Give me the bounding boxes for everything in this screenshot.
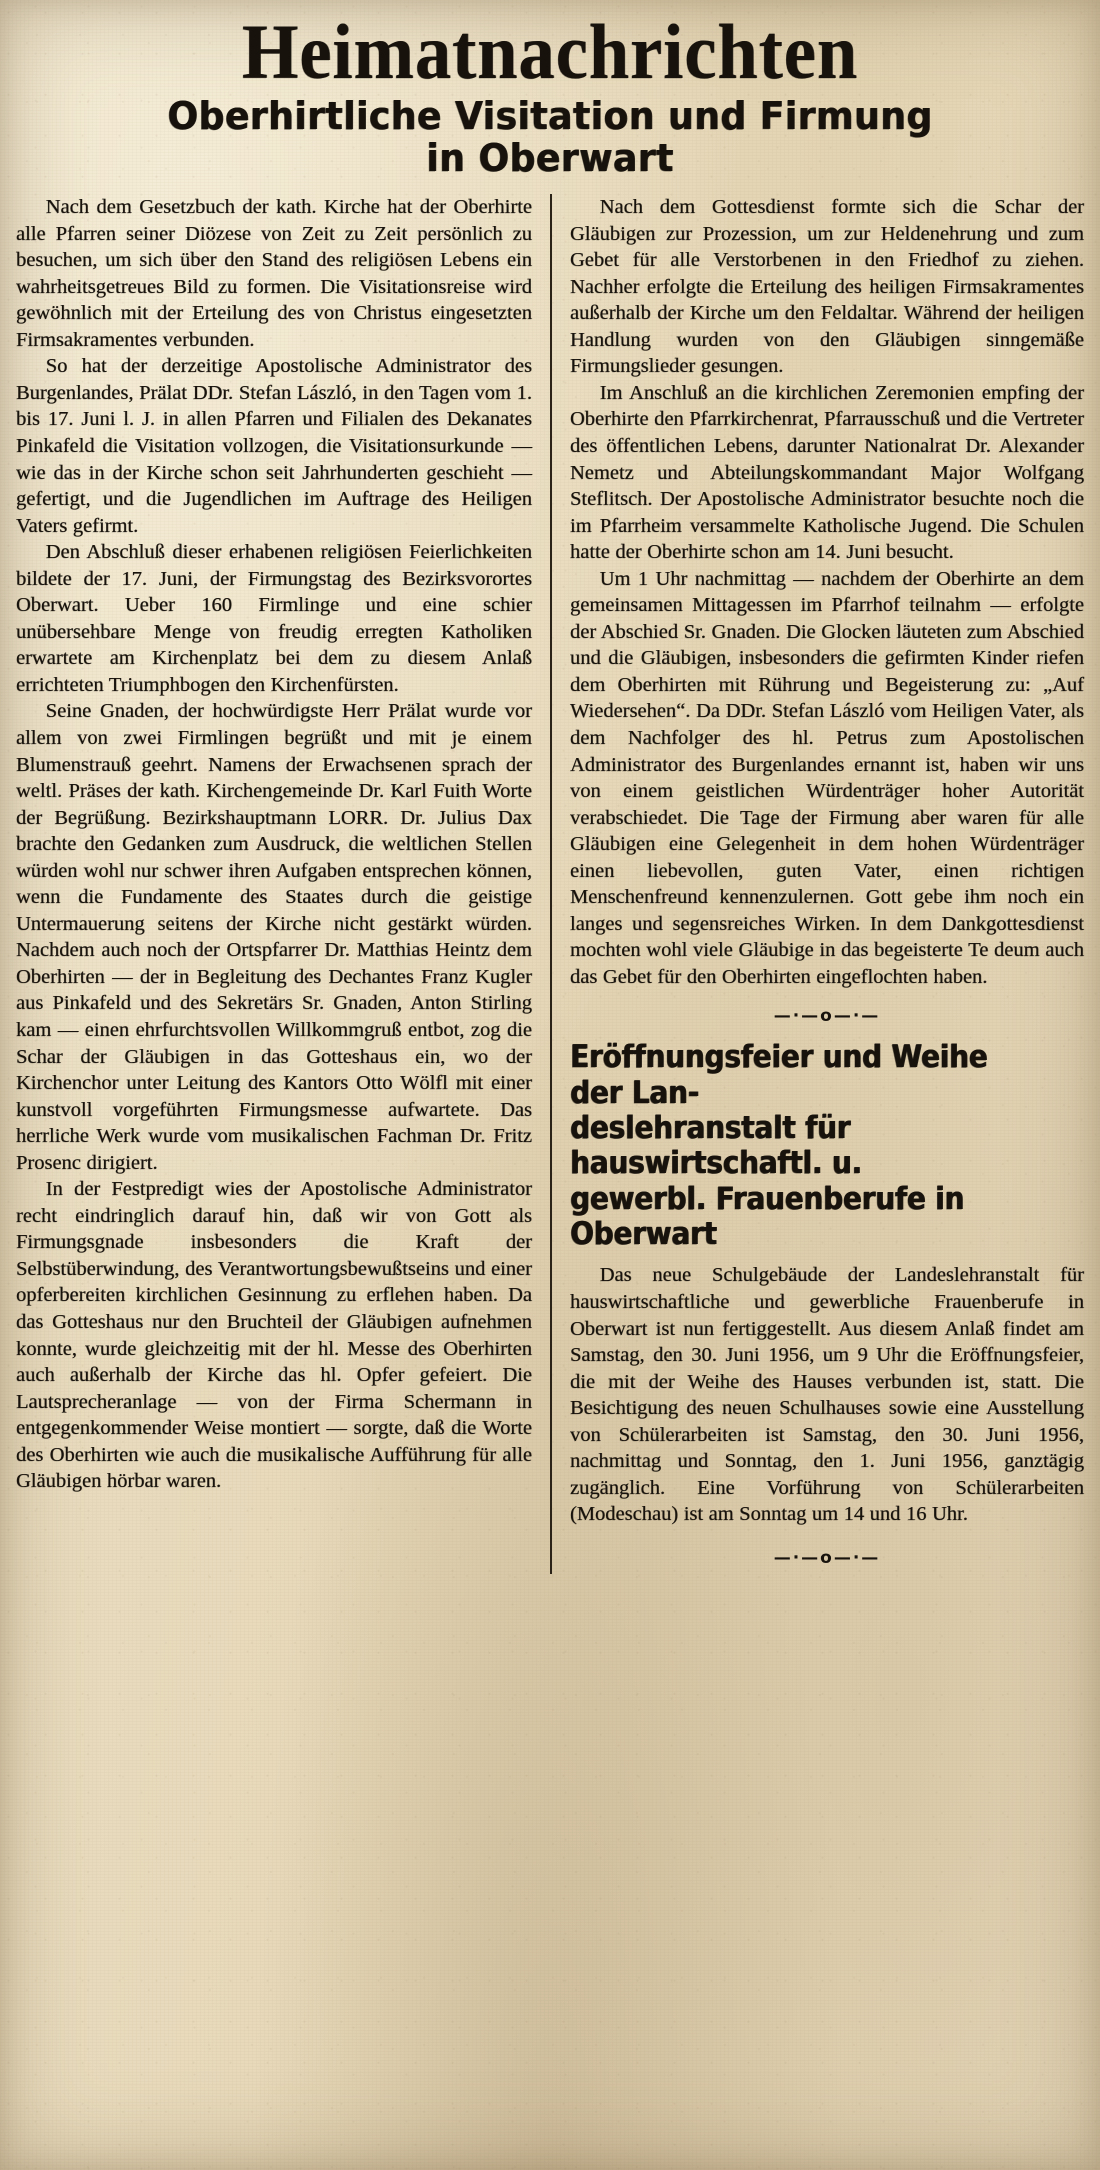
article-columns	[16, 194, 1084, 1574]
page-content	[0, 8, 1100, 1574]
masthead-title: Heimatnachrichten	[241, 8, 859, 95]
right-column	[550, 194, 1084, 1574]
bottom-separator-ornament: —·—o—·—	[773, 1547, 881, 1568]
paragraph: Das neue Schulgebäude der Landeslehranstalt für hauswirtschaftliche und gewerbliche Frauenberufe in Oberwart ist nun fertiggestellt. Aus diesem Anlaß findet am Samstag, den 30. Juni 1956, um 9 Uhr die Eröffnungsfeier, die mit der Weihe des Hauses verbunden ist, statt. Die Besichtigung des neuen Schulhauses sowie eine Ausstellung von Schülerarbeiten ist Samstag, den 30. Juni 1956, nachmittag und Sonntag, den 1. Juni 1956, ganztägig zugänglich. Eine Vorführung von Schülerarbeiten (Modeschau) ist am Sonntag um 14 und 16 Uhr.	[570, 1264, 1084, 1526]
paragraph: Nach dem Gottesdienst formte sich die Schar der Gläubigen zur Prozession, um zur Heldenehrung und zum Gebet für alle Verstorbenen in den Friedhof zu ziehen. Nachher erfolgte die Erteilung des heiligen Firmsakramentes außerhalb der Kirche um den Feldaltar. Während der heiligen Handlung wurden von den Gläubigen sinngemäße Firmungslieder gesungen.	[570, 196, 1084, 378]
paragraph: Nach dem Gesetzbuch der kath. Kirche hat der Oberhirte alle Pfarren seiner Diözese von Zeit zu Zeit persönlich zu besuchen, um sich über den Stand des religiösen Lebens ein wahrheitsgetreues Bild zu formen. Die Visitationsreise wird gewöhnlich mit der Erteilung des von Christus eingesetzten Firmsakramentes verbunden.	[16, 196, 532, 351]
article2-headline	[570, 1040, 1033, 1252]
paragraph: In der Festpredigt wies der Apostolische Administrator recht eindringlich darauf hin, daß wir von Gott als Firmungsgnade insbesonders die Kraft der Selbstüberwindung, des Verantwortungsbewußtseins und einer opferbereiten kirchlichen Gesinnung zu erflehen haben. Da das Gotteshaus nur den Bruchteil der Gläubigen aufnehmen konnte, wurde gleichzeitig mit der hl. Messe des Oberhirten auch außerhalb der Kirche das hl. Opfer gefeiert. Die Lautsprecheranlage — von der Firma Schermann in entgegenkommender Weise montiert — sorgte, daß die Worte des Oberhirten wie auch die musikalische Aufführung für alle Gläubigen hörbar waren.	[16, 1178, 532, 1493]
article1-subhead	[43, 96, 1058, 180]
paragraph: Um 1 Uhr nachmittag — nachdem der Oberhirte an dem gemeinsamen Mittagessen im Pfarrhof teilnahm — erfolgte der Abschied Sr. Gnaden. Die Glocken läuteten zum Abschied und die Gläubigen, insbesonders die gefirmten Kinder riefen dem Oberhirten mit Rührung und Begeisterung zu: „Auf Wiedersehen“. Da DDr. Stefan László vom Heiligen Vater, als dem Nachfolger des hl. Petrus zum Apostolischen Administrator des Burgenlandes ernannt ist, haben wir uns von einem geistlichen Würdenträger hoher Autorität verabschiedet. Die Tage der Firmung aber waren für alle Gläubigen eine Gelegenheit in dem hohen Würdenträger einen liebevollen, guten Vater, einen richtigen Menschenfreund kennenzulernen. Gott gebe ihm noch ein langes und segensreiches Wirken. In dem Dankgottesdienst mochten wohl viele Gläubige in das begeisterte Te deum auch das Gebet für den Oberhirten eingeflochten haben.	[570, 567, 1084, 988]
section-separator-ornament: —·—o—·—	[773, 1006, 881, 1027]
paragraph: Im Anschluß an die kirchlichen Zeremonien empfing der Oberhirte den Pfarrkirchenrat, Pfarrausschuß und die Vertreter des öffentlichen Lebens, darunter Nationalrat Dr. Alexander Nemetz und Abteilungskommandant Major Wolfgang Steflitsch. Der Apostolische Administrator besuchte noch die im Pfarrheim versammelte Katholische Jugend. Die Schulen hatte der Oberhirte schon am 14. Juni besucht.	[570, 381, 1084, 564]
article1-subhead-line1: Oberhirtliche Visitation und Firmung	[167, 94, 933, 139]
left-column	[16, 194, 550, 1495]
article2-headline-line1: Eröffnungsfeier und Weihe der Lan-	[570, 1039, 988, 1111]
paragraph: So hat der derzeitige Apostolische Administrator des Burgenlandes, Prälat DDr. Stefan László, in den Tagen vom 1. bis 17. Juni l. J. in allen Pfarren und Filialen des Dekanates Pinkafeld die Visitation vollzogen, die Visitationsurkunde — wie das in der Kirche schon seit Jahrhunderten geschieht — gefertigt, und die Jugendlichen im Auftrage des Heiligen Vaters gefirmt.	[16, 355, 532, 537]
article2-headline-line2: deslehranstalt für hauswirtschaftl. u.	[570, 1110, 862, 1182]
paragraph: Seine Gnaden, der hochwürdigste Herr Prälat wurde vor allem von zwei Firmlingen begrüßt und mit je einem Blumenstrauß geehrt. Namens der Erwachsenen sprach der weltl. Präses der kath. Kirchengemeinde Dr. Karl Fuith Worte der Begrüßung. Bezirkshauptmann LORR. Dr. Julius Dax brachte den Gedanken zum Ausdruck, die weltlichen Stellen würden wohl nur schwer ihren Aufgaben entsprechen können, wenn die Fundamente des Staates durch die geistige Untermauerung seitens der Kirche nicht gestärkt würden. Nachdem auch noch der Ortspfarrer Dr. Matthias Heintz dem Oberhirten — der in Begleitung des Dechantes Franz Kugler aus Pinkafeld und des Sekretärs Sr. Gnaden, Anton Stirling kam — einen ehrfurchtsvollen Willkommgruß entbot, zog die Schar der Gläubigen in das Gotteshaus ein, wo der Kirchenchor unter Leitung des Kantors Otto Wölfl mit einer kunstvoll vorgeführten Firmungsmesse aufwartete. Das herrliche Werk wurde vom musikalischen Fachman Dr. Fritz Prosenc dirigiert.	[16, 700, 532, 1174]
article2-headline-line3: gewerbl. Frauenberufe in Oberwart	[570, 1180, 965, 1253]
article1-subhead-line2: in Oberwart	[426, 136, 674, 181]
paragraph: Den Abschluß dieser erhabenen religiösen Feierlichkeiten bildete der 17. Juni, der Firmungstag des Bezirksvorortes Oberwart. Ueber 160 Firmlinge und eine schier unübersehbare Menge von freudig erregten Katholiken erwartete am Kirchenplatz bei dem zu diesem Anlaß errichteten Triumphbogen den Kirchenfürsten.	[16, 541, 532, 696]
